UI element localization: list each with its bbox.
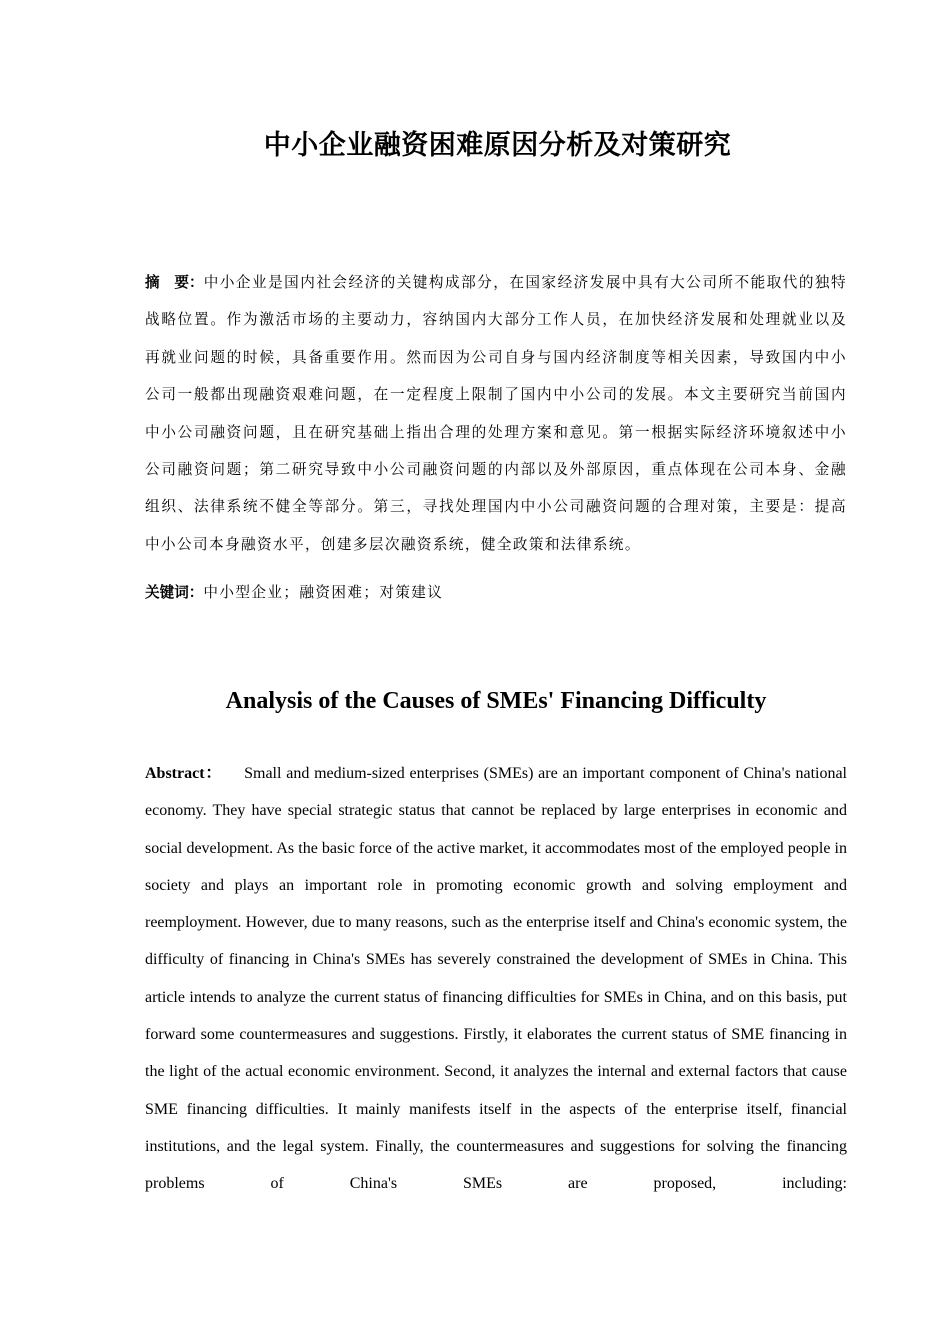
chinese-keywords-label: 关键词： bbox=[145, 584, 204, 601]
chinese-abstract-label: 摘 要： bbox=[145, 274, 204, 291]
chinese-title: 中小企业融资困难原因分析及对策研究 bbox=[263, 130, 732, 161]
chinese-abstract bbox=[145, 264, 847, 563]
english-abstract-label: Abstract： bbox=[145, 765, 223, 782]
chinese-keywords bbox=[145, 578, 847, 608]
english-title: Analysis of the Causes of SMEs' Financing Difficulty bbox=[225, 688, 767, 714]
english-abstract-text: Small and medium-sized enterprises (SMEs) are an important component of China's national economy. They have special strategic status that cannot be replaced by large enterprises in economic and social development. As the basic force of the active market, it accommodates most of the employed people in society and plays an important role in promoting economic growth and solving employment and reemployment. However, due to many reasons, such as the enterprise itself and China's economic system, the difficulty of financing in China's SMEs has severely constrained the development of SMEs in China. This article intends to analyze the current status of financing difficulties for SMEs in China, and on this basis, put forward some countermeasures and suggestions. Firstly, it elaborates the current status of SME financing in the light of the actual economic environment. Second, it analyzes the internal and external factors that cause SME financing difficulties. It mainly manifests itself in the aspects of the enterprise itself, financial institutions, and the legal system. Finally, the countermeasures and suggestions for solving the financing problems of China's SMEs are proposed, including: bbox=[145, 765, 847, 1193]
english-abstract bbox=[145, 755, 847, 1203]
chinese-keywords-text: 中小型企业；融资困难；对策建议 bbox=[203, 584, 444, 601]
chinese-abstract-text: 中小企业是国内社会经济的关键构成部分，在国家经济发展中具有大公司所不能取代的独特战略位置。作为激活市场的主要动力，容纳国内大部分工作人员，在加快经济发展和处理就业以及再就业问题的时候，具备重要作用。然而因为公司自身与国内经济制度等相关因素，导致国内中小公司一般都出现融资艰难问题，在一定程度上限制了国内中小公司的发展。本文主要研究当前国内中小公司融资问题，且在研究基础上指出合理的处理方案和意见。第一根据实际经济环境叙述中小公司融资问题；第二研究导致中小公司融资问题的内部以及外部原因，重点体现在公司本身、金融组织、法律系统不健全等部分。第三，寻找处理国内中小公司融资问题的合理对策，主要是：提高中小公司本身融资水平，创建多层次融资系统，健全政策和法律系统。 bbox=[145, 274, 847, 553]
